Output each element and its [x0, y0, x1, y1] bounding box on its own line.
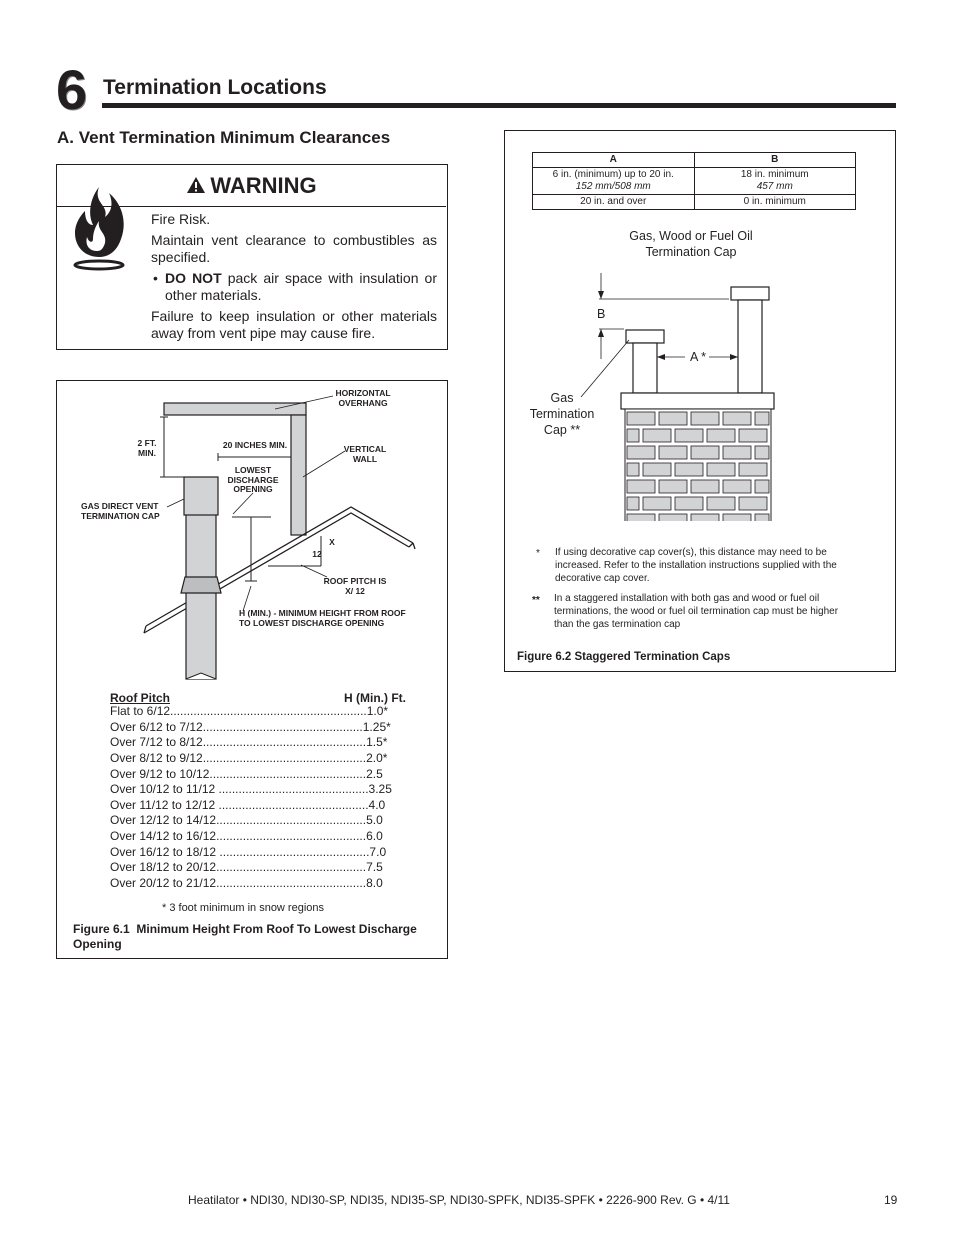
warning-line-maintain: Maintain vent clearance to combustibles as specified. [151, 232, 437, 265]
note-2: In a staggered installation with both gas and wood or fuel oil terminations, the wood or fuel oil termination cap must be higher than the gas termination cap [554, 593, 839, 630]
table-row: Over 14/12 to 16/12.............................................6.0 [110, 829, 383, 843]
label-horizontal-overhang: HORIZONTAL OVERHANG [335, 388, 391, 408]
table-row: Over 11/12 to 12/12 .............................................4.0 [110, 798, 386, 812]
figure-6-2 [504, 130, 896, 672]
note-1: If using decorative cap cover(s), this distance may need to be increased. Refer to the installation instructions supplied with the decorative cap cover. [555, 547, 837, 584]
table-row: Flat to 6/12...........................................................1.0* [110, 704, 389, 718]
snow-note: * 3 foot minimum in snow regions [162, 902, 325, 914]
warning-box [56, 164, 448, 350]
table-row: Over 10/12 to 11/12 .............................................3.25 [110, 782, 392, 796]
table-row: Over 20/12 to 21/12.............................................8.0 [110, 876, 383, 890]
cell-r2-a: 20 in. and over [533, 195, 695, 210]
section-number: 6 [56, 58, 88, 121]
table-row: Over 16/12 to 18/12 .............................................7.0 [110, 845, 387, 859]
col-header-a: A [533, 153, 695, 168]
label-vertical-wall: VERTICAL WALL [343, 444, 387, 464]
warning-line-fire-risk: Fire Risk. [151, 211, 211, 227]
table-row: Over 12/12 to 14/12.............................................5.0 [110, 813, 383, 827]
pitch-table-header [110, 691, 406, 705]
footer-text: Heatilator • NDI30, NDI30-SP, NDI35, NDI35-SP, NDI30-SPFK, NDI35-SPFK • 2226-900 Rev. G • 4/11 [188, 1193, 730, 1207]
fire-icon [69, 183, 131, 275]
caption-prefix: Figure 6.1 [73, 922, 130, 936]
warning-triangle-icon [186, 176, 206, 194]
table-row: Over 18/12 to 20/12.............................................7.5 [110, 860, 383, 874]
note-2-mark: ** [532, 595, 540, 606]
label-x: X [329, 537, 335, 547]
label-lowest-discharge: LOWEST DISCHARGE OPENING [227, 465, 279, 494]
label-b: B [597, 307, 606, 321]
roof-diagram [57, 381, 447, 691]
label-gas-cap: GAS DIRECT VENT TERMINATION CAP [81, 501, 160, 521]
label-h-min: H (MIN.) - MINIMUM HEIGHT FROM ROOF TO LOWEST DISCHARGE OPENING [239, 608, 406, 628]
warning-body [151, 211, 437, 342]
clearance-table [532, 152, 856, 210]
cell-r1-b: 18 in. minimum 457 mm [694, 168, 856, 195]
caption-text: Minimum Height From Roof To Lowest Discharge Opening [73, 922, 417, 951]
warning-bullet-text: pack air space with insulation or other materials. [165, 270, 437, 303]
label-roof-pitch: ROOF PITCH IS X/ 12 [323, 576, 387, 596]
warning-bullet: • DO NOT pack air space with insulation or other materials. [153, 270, 437, 303]
table-row: Over 9/12 to 10/12...............................................2.5 [110, 767, 383, 781]
page-number: 19 [884, 1193, 898, 1207]
table-row: Over 8/12 to 9/12.................................................2.0* [110, 751, 388, 765]
label-2ft-min: 2 FT. MIN. [137, 438, 157, 458]
label-12: 12 [312, 549, 322, 559]
figure-6-1-caption [73, 922, 443, 952]
section-rule [102, 103, 896, 108]
table-row: Over 7/12 to 8/12.................................................1.5* [110, 735, 388, 749]
warning-title: WARNING [210, 173, 317, 198]
label-a: A * [690, 350, 706, 364]
label-gas-cap: Gas Termination Cap ** [529, 391, 595, 437]
warning-bullet-bold: DO NOT [165, 270, 222, 286]
col-header-b: B [694, 153, 856, 168]
header-roof-pitch: Roof Pitch [110, 691, 170, 705]
subheading: A. Vent Termination Minimum Clearances [57, 128, 391, 147]
figure-6-2-caption: Figure 6.2 Staggered Termination Caps [517, 651, 731, 663]
section-title: Termination Locations [103, 76, 327, 99]
warning-line-failure: Failure to keep insulation or other materials away from vent pipe may cause fire. [151, 308, 437, 341]
cell-r2-b: 0 in. minimum [694, 195, 856, 210]
note-1-mark: * [536, 548, 540, 559]
table-row: Over 6/12 to 7/12................................................1.25* [110, 720, 391, 734]
header-h-min: H (Min.) Ft. [344, 691, 406, 705]
cell-r1-a: 6 in. (minimum) up to 20 in. 152 mm/508 mm [533, 168, 695, 195]
label-20-inches-min: 20 INCHES MIN. [222, 440, 288, 450]
label-wood-cap: Gas, Wood or Fuel Oil Termination Cap [629, 229, 753, 259]
